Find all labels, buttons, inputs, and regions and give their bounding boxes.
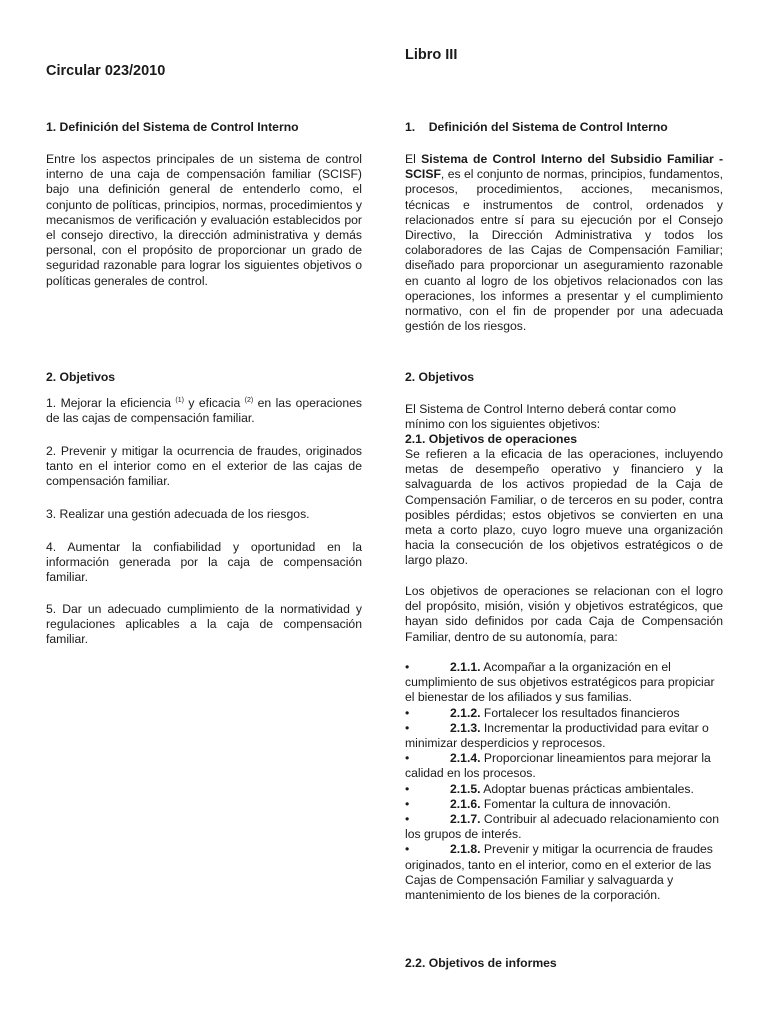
bullet-number: 2.1.7. [450,812,481,827]
left-objective-1-part-c: en las operaciones de las cajas de compensación familiar. [46,396,362,426]
left-objective-3: 3. Realizar una gestión adecuada de los riesgos. [46,507,310,521]
bullet-dot: • [405,812,410,827]
subsection-2-2-heading: 2.2. Objetivos de informes [405,956,557,970]
right-section2-intro: El Sistema de Control Interno deberá contar como mínimo con los siguientes objetivos: [405,402,676,432]
objective-bullet-item [405,812,723,842]
subsection-2-1-body-2: Los objetivos de operaciones se relacionan con el logro del propósito, misión, visión y objetivos estratégicos, que hayan sido definidos por cada Caja de Compensación Familiar, dentro de su autonomía, para: [405,584,723,644]
bullet-number: 2.1.4. [450,751,481,766]
objective-bullet-item [405,782,723,797]
objective-bullet-item [405,751,723,781]
objective-bullet-item [405,706,723,721]
objective-bullet-item [405,842,723,903]
bullet-text: Proporcionar lineamientos para mejorar la calidad en los procesos. [405,751,711,781]
bullet-number: 2.1.2. [450,705,481,720]
objective-bullet-item [405,660,723,706]
objective-bullet-item [405,797,723,812]
bullet-dot: • [405,796,410,811]
bullet-text: Fortalecer los resultados financieros [480,705,680,720]
right-section1-body [405,152,723,334]
left-objective-5: 5. Dar un adecuado cumplimiento de la normatividad y regulaciones aplicables a la caja de compensación familiar. [46,602,362,647]
left-objective-4: 4. Aumentar la confiabilidad y oportunidad en la información generada por la caja de compensación familiar. [46,540,362,585]
left-objective-2: 2. Prevenir y mitigar la ocurrencia de fraudes, originados tanto en el interior como en el exterior de las cajas de compensación familiar. [46,444,362,489]
bullet-number: 2.1.8. [450,842,481,857]
left-objective-1-part-b: y eficacia [183,396,245,410]
left-section2-heading: 2. Objetivos [46,370,116,384]
left-objective-1-part-a: 1. Mejorar la eficiencia [46,396,176,410]
bullet-number: 2.1.5. [450,781,481,796]
bullet-text: Adoptar buenas prácticas ambientales. [480,781,694,796]
bullet-dot: • [405,751,410,766]
bullet-number: 2.1.3. [450,720,481,735]
left-section1-heading: 1. Definición del Sistema de Control Interno [46,120,299,134]
bullet-text: Fomentar la cultura de innovación. [480,796,671,811]
bullet-dot: • [405,842,410,857]
bullet-number: 2.1.6. [450,796,481,811]
bullet-dot: • [405,660,410,674]
left-objective-1 [46,396,362,426]
right-section1-heading: 1. Definición del Sistema de Control Interno [405,120,668,134]
objective-bullet-item [405,721,723,751]
left-title: Circular 023/2010 [46,63,166,79]
footnote-ref-1: (1) [175,396,184,404]
bullet-dot: • [405,781,410,796]
right-section2-heading: 2. Objetivos [405,370,475,384]
scisf-term: Sistema de Control Interno del Subsidio Familiar - SCISF [405,152,724,182]
bullet-dot: • [405,705,410,720]
bullet-text: Prevenir y mitigar la ocurrencia de fraudes originados, tanto en el interior, como en el exterior de las Cajas de Compensación Familiar y salvaguarda y mantenimiento de los bienes de la corporación. [405,842,713,903]
right-section1-lead: El [405,152,422,166]
subsection-2-1-heading: 2.1. Objetivos de operaciones [405,432,578,446]
bullet-text: Contribuir al adecuado relacionamiento con los grupos de interés. [405,812,719,842]
right-title: Libro III [405,47,458,63]
right-section1-text: , es el conjunto de normas, principios, fundamentos, procesos, procedimientos, acciones, mecanismos, técnicas e instrumentos de control, ordenados y relacionados entre sí para su ejecución por el Consejo Directivo, la Dirección Administrativa y todos los colaboradores de las Cajas de Compensación Familiar; diseñado para proporcionar un aseguramiento razonable en cuanto al logro de los objetivos relacionados con las operaciones, los informes a presentar y el cumplimiento normativo, con el fin de propender por una adecuada gestión de los riesgos. [405,167,723,334]
bullet-number: 2.1.1. [450,660,481,674]
objectives-bullet-list [405,660,723,903]
bullet-dot: • [405,720,410,735]
bullet-text: Acompañar a la organización en el cumplimiento de sus objetivos estratégicos para propiciar el bienestar de los afiliados y sus familias. [405,660,715,705]
subsection-2-1-body: Se refieren a la eficacia de las operaciones, incluyendo metas de desempeño operativo y financiero y la salvaguarda de los activos propiedad de la Caja de Compensación Familiar, o de terceros en su poder, contra posibles pérdidas; estos objetivos se convierten en una meta a corto plazo, cuyo logro mueve una organización hacia la consecución de los objetivos estratégicos o de largo plazo. [405,447,723,568]
footnote-ref-2: (2) [244,396,254,404]
bullet-text: Incrementar la productividad para evitar o minimizar desperdicios y reprocesos. [405,720,709,751]
left-section1-body: Entre los aspectos principales de un sistema de control interno de una caja de compensación familiar (SCISF) bajo una definición general de entenderlo como, el conjunto de políticas, principios, normas, procedimientos y mecanismos de verificación y evaluación establecidos por el consejo directivo, la dirección administrativa y demás personal, con el propósito de proporcionar un grado de seguridad razonable para lograr los siguientes objetivos o políticas generales de control. [46,152,362,288]
